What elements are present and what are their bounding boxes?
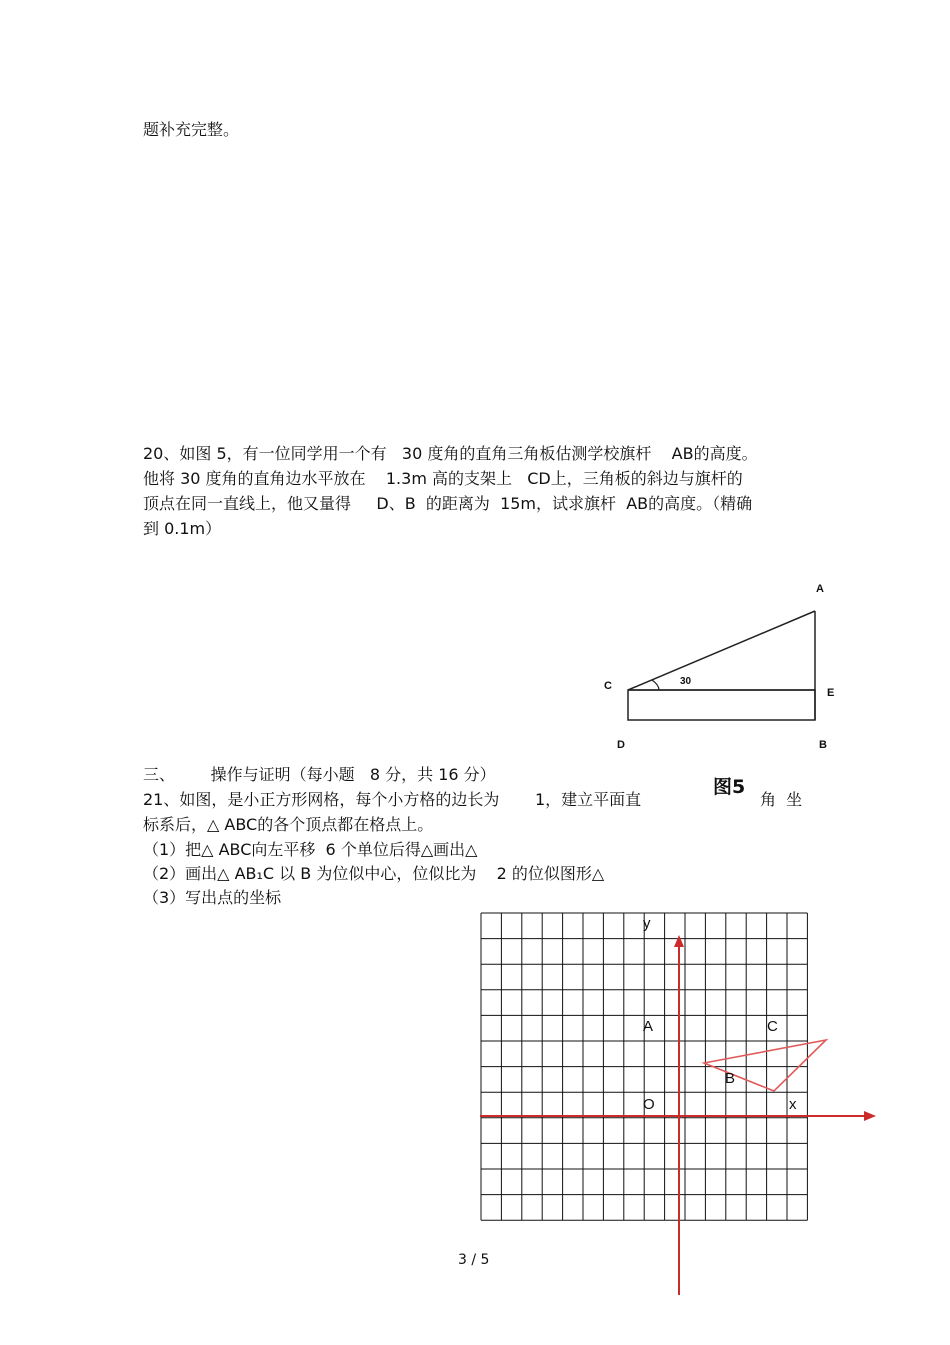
top-text: 题补充完整。	[143, 120, 240, 139]
section-3-heading: 三、 操作与证明（每小题 8 分，共 16 分）	[143, 765, 496, 784]
q21-line-1: 21、如图，是小正方形网格，每个小方格的边长为 1，建立平面直	[143, 790, 642, 809]
fig5-label-c: C	[604, 680, 612, 692]
q21-sub-2: （2）画出△ AB₁C 以 B 为位似中心，位似比为 2 的位似图形△	[143, 864, 605, 883]
q20-line-1: 20、如图 5，有一位同学用一个有 30 度角的直角三角板估测学校旗杆 AB的高度。	[143, 444, 758, 463]
q21-sub-1: （1）把△ ABC向左平移 6 个单位后得△画出△	[143, 840, 478, 859]
q21-line-1-tail: 角 坐	[760, 790, 803, 809]
q20-line-4: 到 0.1m）	[143, 519, 222, 538]
grid-label-y: y	[643, 915, 651, 932]
grid-label-c: C	[767, 1018, 778, 1035]
q21-sub-3: （3）写出点的坐标	[143, 888, 282, 907]
fig5-label-e: E	[827, 687, 835, 699]
grid-label-x: x	[789, 1096, 797, 1113]
fig5-label-d: D	[617, 739, 625, 751]
grid-label-a: A	[643, 1018, 654, 1035]
fig5-label-b: B	[819, 739, 827, 751]
fig5-angle-label: 30	[680, 676, 692, 687]
figure-5-caption: 图5	[713, 776, 746, 798]
page-number: 3 / 5	[458, 1252, 490, 1268]
y-axis-arrow-icon	[674, 935, 684, 947]
q21-line-2: 标系后，△ ABC的各个顶点都在格点上。	[143, 815, 434, 834]
fig5-label-a: A	[816, 583, 824, 595]
grid-label-b: B	[725, 1070, 736, 1087]
q20-line-3: 顶点在同一直线上，他又量得 D、B 的距离为 15m，试求旗杆 AB的高度。（精确	[143, 494, 753, 513]
q20-line-2: 他将 30 度角的直角边水平放在 1.3m 高的支架上 CD上，三角板的斜边与旗杆的	[143, 469, 743, 488]
grid-label-o: O	[643, 1096, 655, 1113]
grid-lines	[481, 913, 807, 1220]
x-axis-arrow-icon	[864, 1111, 876, 1121]
